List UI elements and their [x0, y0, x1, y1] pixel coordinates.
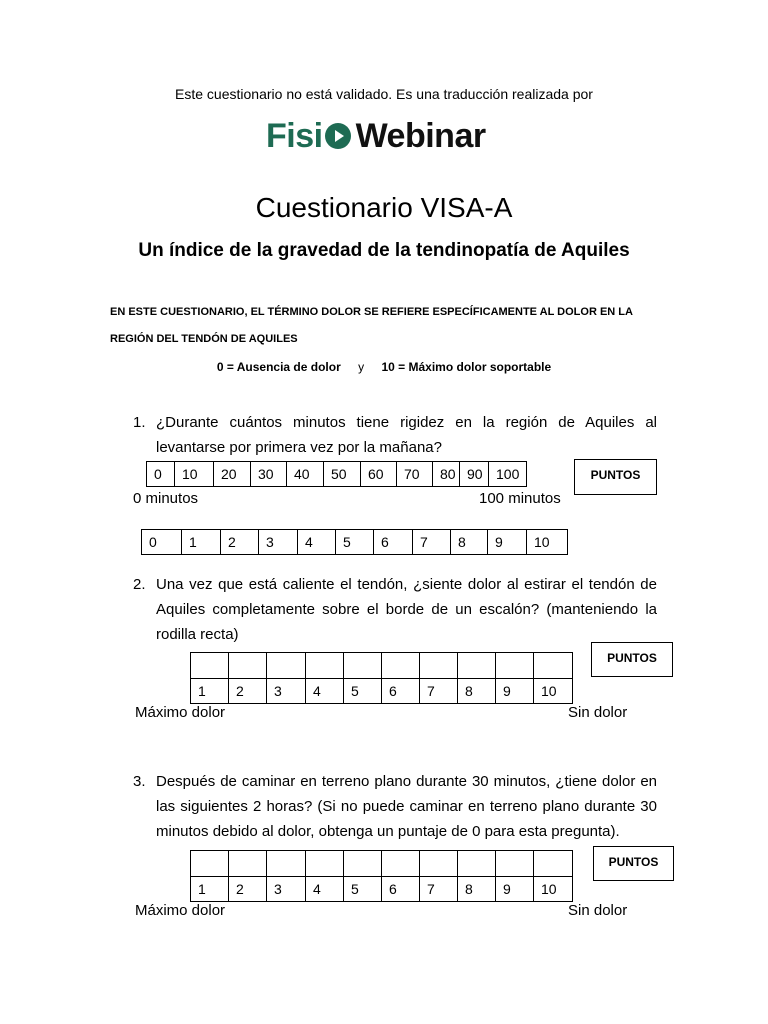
score-checkbox[interactable] [533, 850, 573, 877]
score-number: 6 [381, 876, 420, 902]
scale-left-label: Máximo dolor [135, 902, 226, 919]
score-number: 3 [266, 876, 306, 902]
minutes-cell[interactable]: 60 [360, 461, 397, 487]
score-cell[interactable]: 5 [335, 529, 374, 555]
score-cell[interactable]: 1 [181, 529, 221, 555]
scale-conjunction: y [358, 360, 365, 374]
score-cell[interactable]: 9 [487, 529, 527, 555]
score-checkbox[interactable] [266, 652, 306, 679]
score-number: 10 [533, 876, 573, 902]
question-number: 2. [133, 576, 146, 593]
minutes-cell[interactable]: 70 [396, 461, 433, 487]
scale-right-label: Sin dolor [568, 902, 628, 919]
minutes-cell[interactable]: 80 [432, 461, 460, 487]
score-cell[interactable]: 10 [526, 529, 568, 555]
score-number: 7 [419, 678, 458, 704]
score-checkbox-row [190, 652, 577, 679]
page-title: Cuestionario VISA-A [255, 192, 513, 223]
question-number: 3. [133, 773, 146, 790]
score-number: 9 [495, 876, 534, 902]
score-cell[interactable]: 2 [220, 529, 259, 555]
page-subtitle: Un índice de la gravedad de la tendinopatía de Aquiles [138, 240, 630, 261]
score-checkbox[interactable] [343, 850, 382, 877]
score-number: 5 [343, 678, 382, 704]
puntos-label: PUNTOS [608, 855, 659, 869]
score-cell[interactable]: 0 [141, 529, 182, 555]
puntos-label: PUNTOS [590, 468, 641, 482]
score-cell[interactable]: 6 [373, 529, 413, 555]
puntos-box[interactable] [574, 459, 657, 495]
score-number: 8 [457, 678, 496, 704]
score-number: 5 [343, 876, 382, 902]
scale-right-label: Sin dolor [568, 704, 628, 721]
score-grid [190, 850, 577, 902]
question-3 [133, 769, 657, 844]
score-number: 1 [190, 876, 229, 902]
puntos-box[interactable] [591, 642, 673, 677]
score-checkbox[interactable] [495, 850, 534, 877]
score-number: 3 [266, 678, 306, 704]
score-cell[interactable]: 7 [412, 529, 451, 555]
minutes-cell[interactable]: 30 [250, 461, 287, 487]
score-number: 10 [533, 678, 573, 704]
score-number: 4 [305, 678, 344, 704]
intro-text: Este cuestionario no está validado. Es una traducción realizada por [175, 86, 593, 102]
score-checkbox[interactable] [419, 652, 458, 679]
minutes-cell[interactable]: 40 [286, 461, 324, 487]
score-checkbox[interactable] [343, 652, 382, 679]
score-checkbox[interactable] [190, 652, 229, 679]
question-text: Una vez que está caliente el tendón, ¿siente dolor al estirar el tendón de Aquiles completamente sobre el borde de un escalón? (manteniendo la rodilla recta) [156, 576, 657, 643]
minutes-scale [146, 461, 527, 487]
question-text: Después de caminar en terreno plano durante 30 minutos, ¿tiene dolor en las siguientes 2 horas? (Si no puede caminar en terreno plano durante 30 minutos debido al dolor, obtenga un puntaje de 0 para esta pregunta). [156, 773, 657, 840]
score-number: 9 [495, 678, 534, 704]
score-cell[interactable]: 8 [450, 529, 488, 555]
minutes-cell[interactable]: 100 [488, 461, 527, 487]
minutes-cell[interactable]: 50 [323, 461, 361, 487]
score-number: 6 [381, 678, 420, 704]
scale-right-label: 100 minutos [479, 490, 561, 507]
score-checkbox-row [190, 850, 577, 877]
question-number: 1. [133, 414, 146, 431]
minutes-cell[interactable]: 10 [174, 461, 214, 487]
puntos-label: PUNTOS [607, 651, 657, 665]
score-grid [190, 652, 577, 704]
minutes-cell[interactable]: 90 [459, 461, 489, 487]
score-checkbox[interactable] [457, 850, 496, 877]
score-number: 2 [228, 678, 267, 704]
score-cell[interactable]: 4 [297, 529, 336, 555]
logo-fisi-text: Fisi [266, 116, 323, 155]
score-checkbox[interactable] [266, 850, 306, 877]
score-checkbox[interactable] [495, 652, 534, 679]
score-number: 1 [190, 678, 229, 704]
score-checkbox[interactable] [190, 850, 229, 877]
question-1 [133, 410, 657, 460]
score-checkbox[interactable] [228, 850, 267, 877]
score-checkbox[interactable] [305, 652, 344, 679]
logo-webinar-text: Webinar [355, 116, 486, 155]
fisiowebinar-logo [266, 116, 486, 156]
scale-min-label: 0 = Ausencia de dolor [216, 360, 341, 374]
notice-line-2: REGIÓN DEL TENDÓN DE AQUILES [110, 333, 298, 345]
score-scale [141, 529, 568, 555]
score-number: 7 [419, 876, 458, 902]
notice-line-1: EN ESTE CUESTIONARIO, EL TÉRMINO DOLOR SE REFIERE ESPECÍFICAMENTE AL DOLOR EN LA [110, 306, 633, 318]
play-icon [325, 123, 351, 149]
score-checkbox[interactable] [419, 850, 458, 877]
score-number-row [190, 678, 577, 704]
score-checkbox[interactable] [457, 652, 496, 679]
score-checkbox[interactable] [305, 850, 344, 877]
scale-left-label: Máximo dolor [135, 704, 226, 721]
question-text: ¿Durante cuántos minutos tiene rigidez en la región de Aquiles al levantarse por primera vez por la mañana? [156, 414, 657, 456]
score-cell[interactable]: 3 [258, 529, 298, 555]
scale-left-label: 0 minutos [133, 490, 199, 507]
scale-definition [0, 360, 768, 374]
score-number: 4 [305, 876, 344, 902]
scale-max-label: 10 = Máximo dolor soportable [381, 360, 552, 374]
score-checkbox[interactable] [228, 652, 267, 679]
minutes-cell[interactable]: 20 [213, 461, 251, 487]
minutes-cell[interactable]: 0 [146, 461, 175, 487]
puntos-box[interactable] [593, 846, 674, 881]
score-number: 8 [457, 876, 496, 902]
question-2 [133, 572, 657, 647]
score-checkbox[interactable] [381, 652, 420, 679]
score-checkbox[interactable] [533, 652, 573, 679]
score-number: 2 [228, 876, 267, 902]
score-checkbox[interactable] [381, 850, 420, 877]
score-number-row [190, 876, 577, 902]
